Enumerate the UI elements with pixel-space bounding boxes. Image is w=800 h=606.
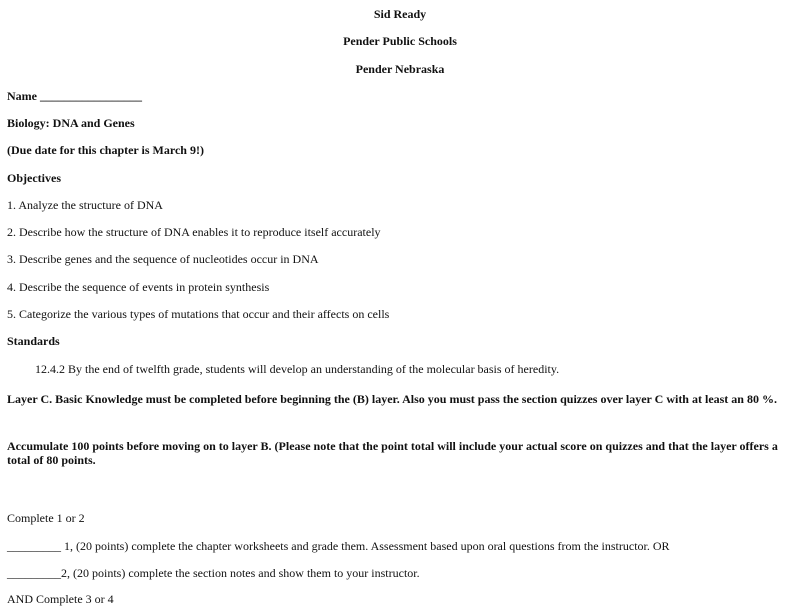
accumulate-note: Accumulate 100 points before moving on to layer B. (Please note that the point total will include your actual score on quizzes and that the layer offers a total of 80 points. — [7, 439, 778, 467]
objectives-heading: Objectives — [7, 171, 61, 185]
course-title: Biology: DNA and Genes — [7, 116, 135, 130]
objective-item: 3. Describe genes and the sequence of nucleotides occur in DNA — [7, 252, 319, 266]
author-name: Sid Ready — [373, 7, 427, 21]
standard-item: 12.4.2 By the end of twelfth grade, students will develop an understanding of the molecular basis of heredity. — [35, 362, 560, 376]
due-date-note: (Due date for this chapter is March 9!) — [7, 143, 204, 157]
complete-3-or-4: AND Complete 3 or 4 — [7, 592, 114, 606]
objective-item: 2. Describe how the structure of DNA enables it to reproduce itself accurately — [7, 225, 381, 239]
layer-c-note: Layer C. Basic Knowledge must be completed before beginning the (B) layer. Also you must pass the section quizzes over layer C with at least an 80 %. — [7, 392, 777, 406]
objective-item: 5. Categorize the various types of mutations that occur and their affects on cells — [7, 307, 390, 321]
complete-1-or-2: Complete 1 or 2 — [7, 511, 85, 525]
assignment-item-1: _________ 1, (20 points) complete the chapter worksheets and grade them. Assessment based upon oral questions from the instructor. OR — [7, 539, 670, 553]
name-field: Name _________________ — [7, 89, 142, 103]
school-name: Pender Public Schools — [343, 34, 457, 48]
objective-item: 1. Analyze the structure of DNA — [7, 198, 163, 212]
objective-item: 4. Describe the sequence of events in protein synthesis — [7, 280, 270, 294]
assignment-item-2: _________2, (20 points) complete the section notes and show them to your instructor. — [7, 566, 420, 580]
standards-heading: Standards — [7, 334, 60, 348]
school-location: Pender Nebraska — [355, 62, 445, 76]
